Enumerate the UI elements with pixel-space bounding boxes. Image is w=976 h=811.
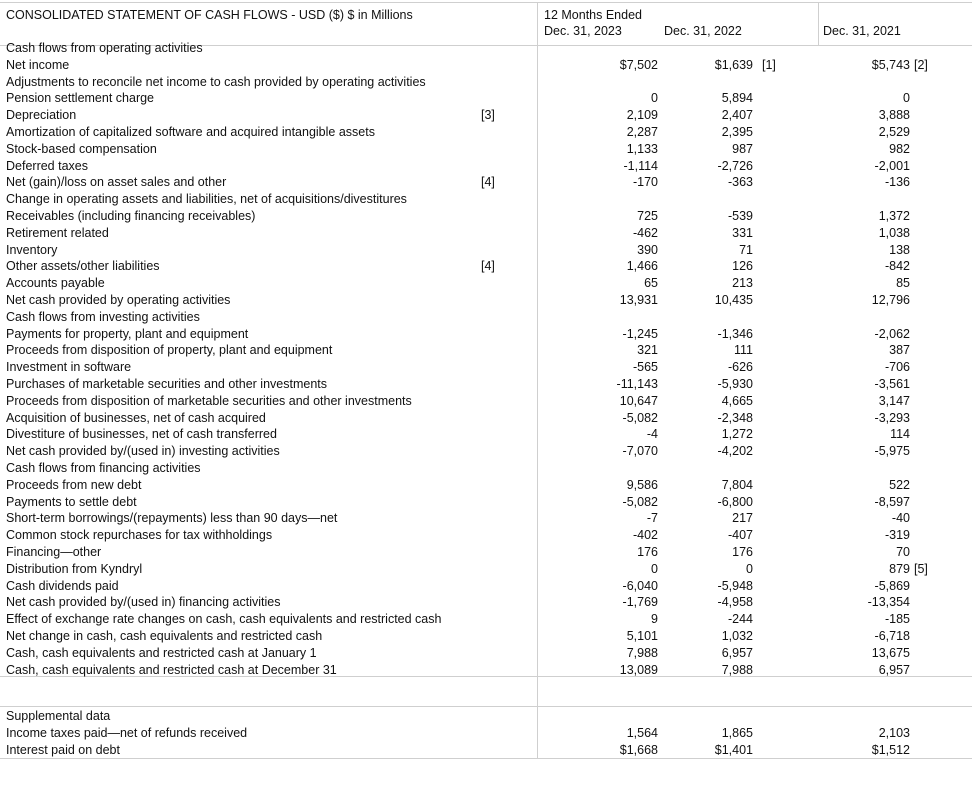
table-row-value: -136 [884,175,910,190]
table-row-label: Cash flows from investing activities [6,309,200,324]
column-header-2023: Dec. 31, 2023 [544,24,622,38]
table-row-label: Net cash provided by/(used in) investing activities [6,444,280,459]
supplemental-row-value: $1,512 [871,742,910,757]
table-row-value: 176 [637,545,658,559]
grid-line-col3 [818,2,819,46]
supplemental-row-value: $1,668 [619,742,658,757]
column-header-2022: Dec. 31, 2022 [664,24,742,38]
table-row-value: 987 [732,141,753,156]
table-row-label: Other assets/other liabilities [6,259,160,274]
table-row-label: Cash flows from operating activities [6,41,203,55]
supplemental-row-label: Income taxes paid—net of refunds received [6,725,248,740]
table-row-value: -1,346 [717,326,753,341]
table-row-label: Distribution from Kyndryl [6,561,143,576]
table-row-label: Common stock repurchases for tax withholdings [6,528,273,543]
table-row-value: -6,040 [622,578,658,593]
table-row-label: Net change in cash, cash equivalents and restricted cash [6,629,323,643]
table-row-value: 65 [644,276,658,291]
table-row-value: 3,888 [878,108,910,123]
table-row-value: 1,272 [721,427,753,442]
supplemental-row-label: Interest paid on debt [6,742,120,757]
table-row-value: -539 [727,209,753,223]
table-row-value: 13,675 [871,645,910,660]
table-row-value: -407 [727,528,753,543]
table-row-label: Depreciation [6,108,77,123]
table-row-value: -2,001 [874,158,910,173]
table-row-value: 2,529 [878,125,910,139]
table-row-value: 0 [746,561,753,576]
table-row-value: 10,435 [714,293,753,307]
table-row-value: 5,894 [721,91,753,106]
supplemental-row-label: Supplemental data [6,709,111,723]
table-row-value: -5,948 [717,578,753,593]
table-row-value: -13,354 [867,595,910,610]
table-row-label: Financing—other [6,545,102,559]
table-row-value: 176 [732,545,753,559]
table-row-value: 138 [889,242,910,257]
table-row-value: 879 [889,561,910,576]
table-row-label: Stock-based compensation [6,141,157,156]
table-row-value: -185 [884,612,910,627]
table-row-value: -5,930 [717,377,753,391]
table-row-value: -2,348 [717,410,753,425]
table-row-note: [3] [481,108,495,123]
table-row-value: -842 [884,259,910,274]
table-row-value: 7,804 [721,477,753,492]
table-row-value: 331 [732,225,753,240]
table-row-value: -244 [727,612,753,627]
table-row-value: 111 [733,343,753,358]
table-row-value: $7,502 [619,57,658,72]
table-row-value: 10,647 [619,393,658,408]
table-row-value: 126 [732,259,753,274]
table-row-value: -5,975 [874,444,910,459]
table-row-value: 0 [651,561,658,576]
table-row-footnote: [1] [762,57,776,72]
table-row-label: Cash, cash equivalents and restricted cash at January 1 [6,645,317,660]
table-row-label: Accounts payable [6,276,105,291]
table-row-value: -4,202 [717,444,753,459]
table-row-value: -5,869 [874,578,910,593]
table-row-label: Net income [6,57,70,72]
table-row-value: 4,665 [721,393,753,408]
supplemental-row-value: 1,564 [626,725,658,740]
table-row-note: [4] [481,259,495,274]
table-row-value: 6,957 [721,645,753,660]
table-row-value: 321 [637,343,658,358]
table-row-label: Net (gain)/loss on asset sales and other [6,175,227,190]
grid-line-top [0,2,972,3]
table-row-label: Deferred taxes [6,158,88,173]
table-row-value: 2,287 [626,125,658,139]
table-row-value: -462 [632,225,658,240]
table-row-label: Cash dividends paid [6,578,119,593]
table-row-label: Net cash provided by/(used in) financing activities [6,595,281,610]
table-row-label: Payments to settle debt [6,494,137,509]
table-row-value: 70 [896,545,910,559]
table-row-value: 0 [903,91,910,106]
supplemental-row-value: 1,865 [721,725,753,740]
table-row-value: 1,372 [878,209,910,223]
supplemental-row-value: $1,401 [714,742,753,757]
table-row-value: -3,561 [874,377,910,391]
table-row-value: 2,109 [626,108,658,123]
table-row-value: -11,143 [616,377,658,391]
table-row-value: 114 [890,427,910,442]
table-row-footnote: [5] [914,561,928,576]
table-row-value: 982 [889,141,910,156]
table-row-value: -7 [646,511,658,526]
table-row-value: 5,101 [626,629,658,643]
table-row-value: 725 [637,209,658,223]
table-row-value: 522 [889,477,910,492]
table-row-label: Cash, cash equivalents and restricted cash at December 31 [6,662,337,677]
table-row-label: Cash flows from financing activities [6,461,201,475]
table-row-value: 1,133 [626,141,658,156]
table-row-value: -319 [884,528,910,543]
table-row-label: Pension settlement charge [6,91,155,106]
table-row-value: $5,743 [871,57,910,72]
statement-title: CONSOLIDATED STATEMENT OF CASH FLOWS - USD ($) $ in Millions [6,8,413,22]
table-row-value: -5,082 [622,410,658,425]
table-row-value: -3,293 [874,410,910,425]
table-row-value: 2,407 [721,108,753,123]
table-row-value: -1,114 [623,158,658,173]
table-row-value: 9 [651,612,658,627]
table-row-label: Proceeds from disposition of marketable securities and other investments [6,393,412,408]
table-row-value: -6,718 [874,629,910,643]
table-row-value: -4,958 [717,595,753,610]
table-row-value: -4 [646,427,658,442]
table-row-label: Acquisition of businesses, net of cash acquired [6,410,266,425]
table-row-value: 7,988 [721,662,753,677]
table-row-value: -6,800 [717,494,753,509]
table-row-value: -626 [727,360,753,375]
table-row-note: [4] [481,175,495,190]
table-row-value: $1,639 [714,57,753,72]
table-row-label: Short-term borrowings/(repayments) less than 90 days—net [6,511,338,526]
table-row-value: 7,988 [626,645,658,660]
table-row-value: -706 [884,360,910,375]
table-row-label: Change in operating assets and liabilities, net of acquisitions/divestitures [6,192,407,207]
table-row-value: -2,726 [717,158,753,173]
table-row-label: Investment in software [6,360,132,375]
table-row-value: 12,796 [871,293,910,307]
table-row-label: Proceeds from new debt [6,477,142,492]
table-row-value: 85 [896,276,910,291]
table-row-value: -5,082 [622,494,658,509]
table-row-value: 6,957 [878,662,910,677]
table-row-label: Purchases of marketable securities and other investments [6,377,327,391]
table-row-label: Retirement related [6,225,109,240]
table-row-label: Divestiture of businesses, net of cash transferred [6,427,277,442]
table-row-value: 13,931 [619,293,658,307]
grid-line-col1 [537,2,538,759]
table-row-value: 1,466 [626,259,658,274]
table-row-value: -40 [891,511,910,526]
table-row-label: Payments for property, plant and equipment [6,326,249,341]
table-row-value: 3,147 [878,393,910,408]
table-row-value: 0 [651,91,658,106]
grid-line-bottom [0,758,972,759]
table-row-label: Net cash provided by operating activities [6,293,231,307]
table-row-value: -7,070 [622,444,658,459]
table-row-value: -402 [632,528,658,543]
table-row-value: 213 [732,276,753,291]
table-row-value: -363 [727,175,753,190]
table-row-value: -170 [632,175,658,190]
table-row-value: 217 [732,511,753,526]
table-row-label: Inventory [6,242,58,257]
table-row-value: -1,245 [622,326,658,341]
supplemental-row-value: 2,103 [878,725,910,740]
table-row-label: Effect of exchange rate changes on cash, cash equivalents and restricted cash [6,612,442,627]
table-row-label: Amortization of capitalized software and acquired intangible assets [6,125,375,139]
column-header-2021: Dec. 31, 2021 [823,24,901,38]
table-row-value: -1,769 [622,595,658,610]
table-row-value: 1,032 [721,629,753,643]
table-row-value: 71 [739,242,753,257]
table-row-value: 387 [889,343,910,358]
table-row-value: -2,062 [874,326,910,341]
table-row-value: 13,089 [619,662,658,677]
table-row-value: -8,597 [874,494,910,509]
table-row-value: 9,586 [626,477,658,492]
period-header: 12 Months Ended [544,8,642,22]
table-row-label: Proceeds from disposition of property, plant and equipment [6,343,333,358]
table-row-value: 1,038 [878,225,910,240]
table-row-value: 390 [637,242,658,257]
table-row-footnote: [2] [914,57,928,72]
table-row-label: Adjustments to reconcile net income to cash provided by operating activities [6,74,426,89]
table-row-value: 2,395 [721,125,753,139]
table-row-label: Receivables (including financing receivables) [6,209,256,223]
grid-line-supplemental-start [0,706,972,707]
table-row-value: -565 [632,360,658,375]
